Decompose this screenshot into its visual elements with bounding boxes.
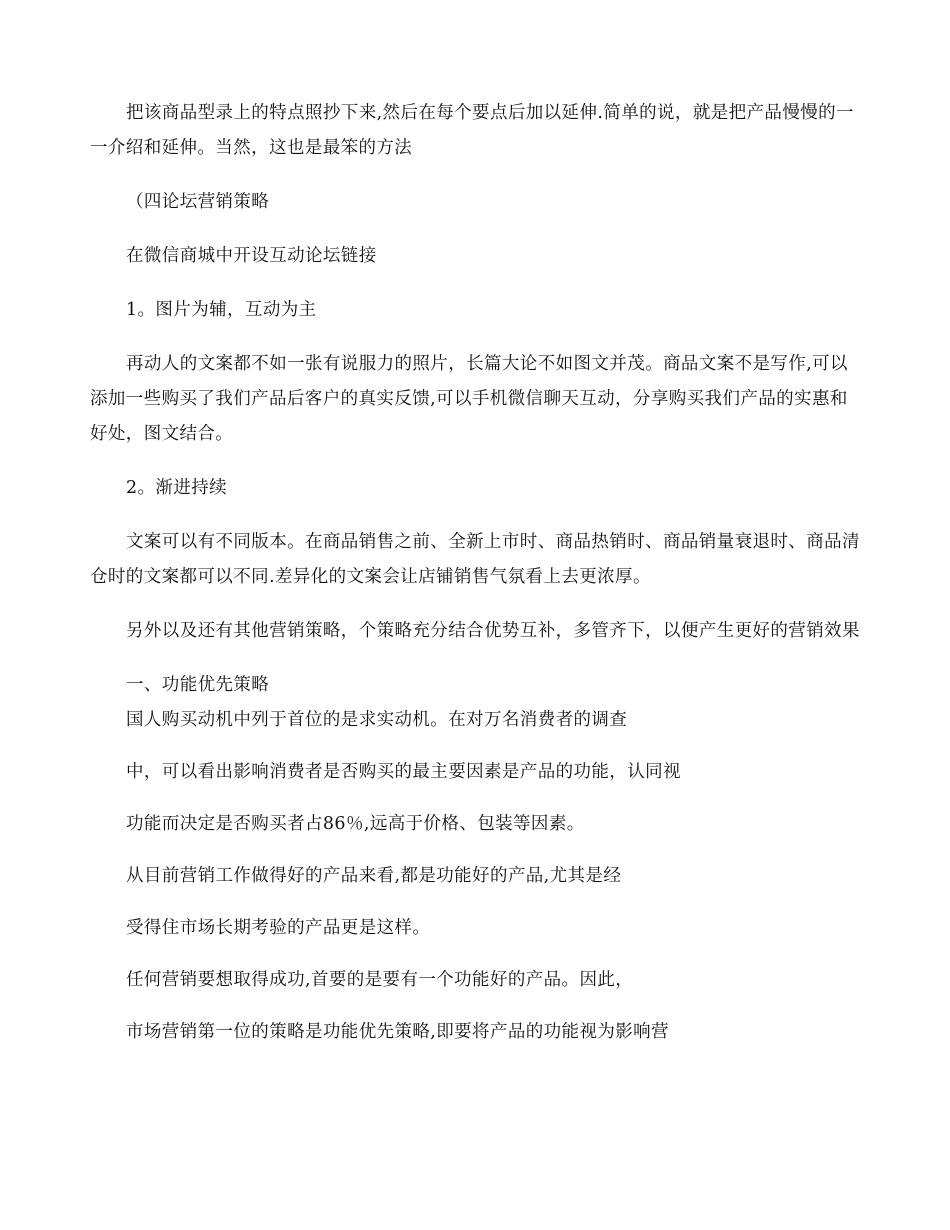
paragraph-copy-versions: 文案可以有不同版本。在商品销售之前、全新上市时、商品热销时、商品销量衰退时、商品清仓时的文案都可以不同.差异化的文案会让店铺销售气氛看上去更浓厚。 (90, 532, 860, 587)
paragraph-product-description: 把该商品型录上的特点照抄下来,然后在每个要点后加以延伸.简单的说，就是把产品慢慢的一一介绍和延伸。当然，这也是最笨的方法 (90, 103, 854, 158)
paragraph-copywriting-photos: 再动人的文案都不如一张有说服力的照片，长篇大论不如图文并茂。商品文案不是写作,可以添加一些购买了我们产品后客户的真实反馈,可以手机微信聊天互动，分享购买我们产品的实惠和好处，图文结合。 (90, 354, 848, 444)
heading-gradual-continuation: 2。渐进持续 (126, 478, 228, 498)
text-line: 受得住市场长期考验的产品更是这样。 (126, 918, 431, 938)
text-line: 任何营销要想取得成功,首要的是要有一个功能好的产品。因此， (126, 970, 634, 990)
heading-function-first-strategy: 一、功能优先策略 (126, 675, 270, 695)
text-line: 中，可以看出影响消费者是否购买的最主要因素是产品的功能，认同视 (126, 762, 681, 782)
text-line: 市场营销第一位的策略是功能优先策略,即要将产品的功能视为影响营 (126, 1022, 669, 1042)
heading-images-interaction: 1。图片为辅，互动为主 (126, 300, 317, 320)
paragraph-other-strategies: 另外以及还有其他营销策略，个策略充分结合优势互补，多管齐下，以便产生更好的营销效果 (126, 621, 860, 641)
heading-forum-strategy: （四论坛营销策略 (126, 192, 270, 212)
text-line: 从目前营销工作做得好的产品来看,都是功能好的产品,尤其是经 (126, 866, 622, 886)
text-line: 功能而决定是否购买者占86％,远高于价格、包装等因素。 (126, 814, 585, 834)
text-line: 国人购买动机中列于首位的是求实动机。在对万名消费者的调查 (126, 710, 628, 730)
paragraph-forum-link: 在微信商城中开设互动论坛链接 (126, 246, 377, 266)
